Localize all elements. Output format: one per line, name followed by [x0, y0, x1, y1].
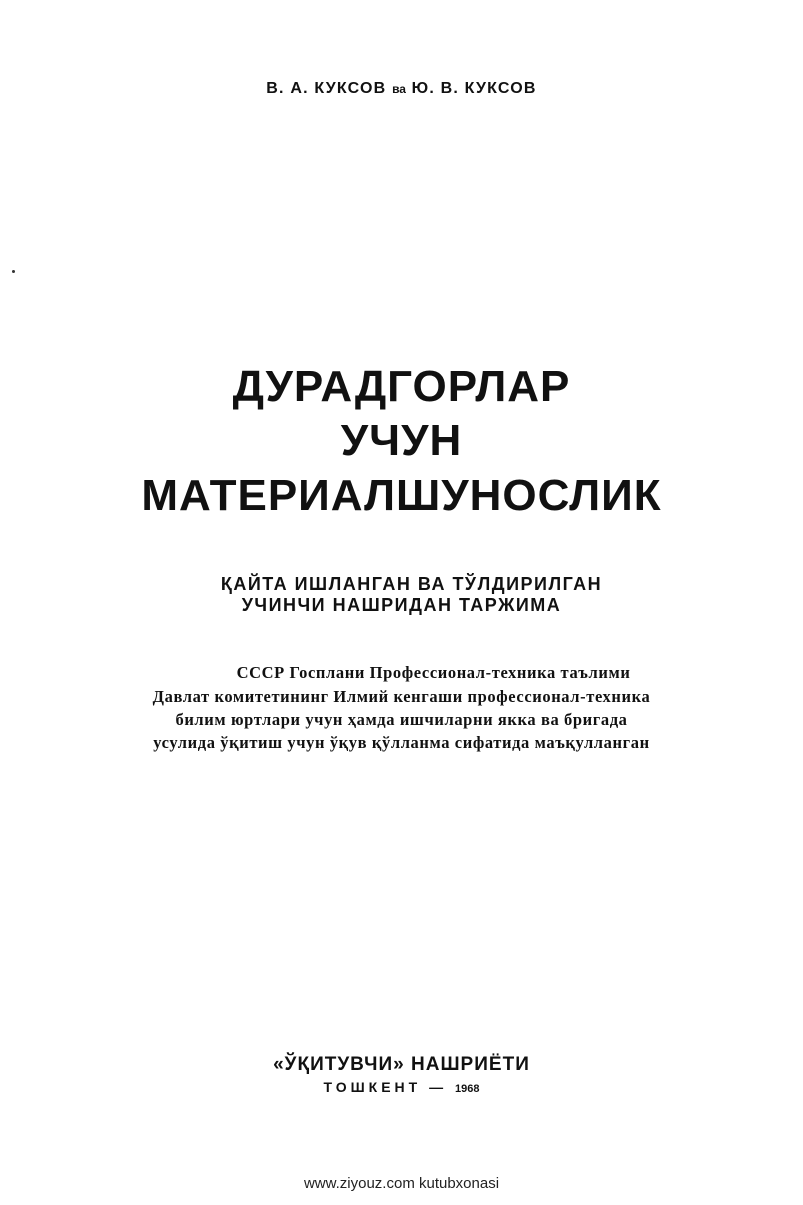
approval-line-3: билим юртлари учун ҳамда ишчиларни якка ва бригада — [175, 710, 628, 729]
subtitle-line-2: УЧИНЧИ НАШРИДАН ТАРЖИМА — [241, 595, 562, 615]
title-line-3: МАТЕРИАЛШУНОСЛИК — [141, 471, 662, 520]
publisher-name: «ЎҚИТУВЧИ» НАШРИЁТИ — [273, 1054, 530, 1075]
title-line-2: УЧУН — [340, 416, 463, 465]
approval-line-2: Давлат комитетининг Илмий кенгаши профессионал-техника — [152, 687, 651, 706]
approval-line-4: усулида ўқитиш учун ўқув қўлланма сифатида маъқулланган — [153, 733, 650, 752]
author-second: Ю. В. КУКСОВ — [411, 80, 537, 97]
title-line-1: ДУРАДГОРЛАР — [232, 362, 571, 411]
scan-speck — [12, 270, 15, 273]
publisher-city: ТОШКЕНТ — — [323, 1079, 448, 1095]
publisher-city-line — [0, 1079, 803, 1095]
publication-year: 1968 — [455, 1083, 480, 1095]
approval-line-1: СССР Госплани Профессионал-техника таълими — [236, 663, 631, 682]
author-first: В. А. КУКСОВ — [266, 80, 387, 97]
authors-line — [0, 80, 803, 98]
watermark-text: www.ziyouz.com kutubxonasi — [303, 1175, 500, 1192]
subtitle-line-1: ҚАЙТА ИШЛАНГАН ВА ТЎЛДИРИЛГАН — [220, 574, 603, 594]
author-conjunction: ва — [392, 82, 406, 96]
